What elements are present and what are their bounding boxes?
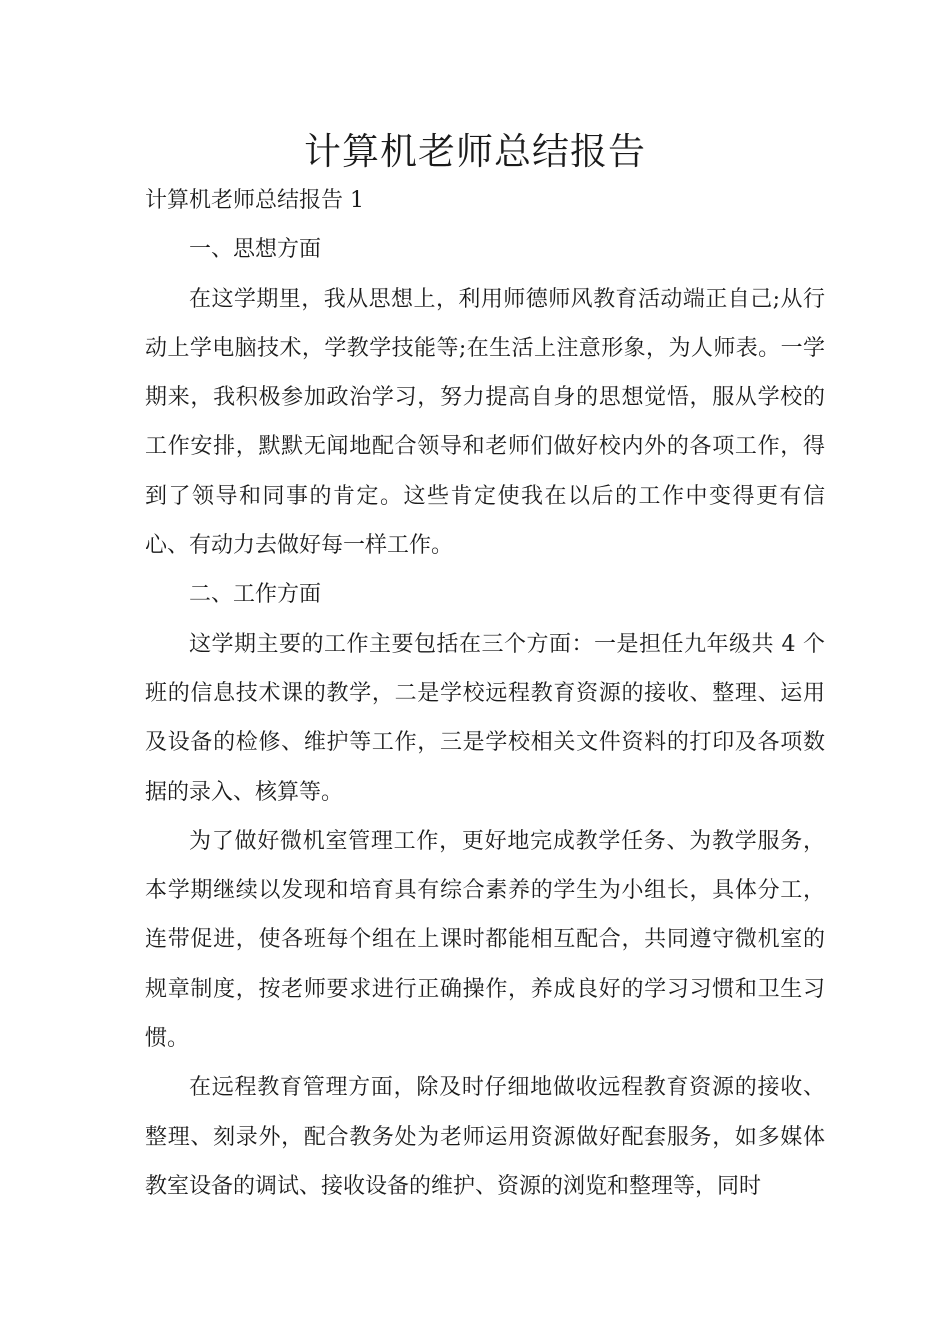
section-heading-work: 二、工作方面: [189, 582, 322, 608]
document-body: [145, 176, 825, 1211]
document-title: 计算机老师总结报告: [304, 130, 646, 173]
paragraph-thought-1: 在这学期里，我从思想上，利用师德师风教育活动端正自己;从行动上学电脑技术，学教学技能等;在生活上注意形象，为人师表。一学期来，我积极参加政治学习，努力提高自身的思想觉悟，服从学校的工作安排，默默无闻地配合领导和老师们做好校内外的各项工作，得到了领导和同事的肯定。这些肯定使我在以后的工作中变得更有信心、有动力去做好每一样工作。: [145, 286, 825, 559]
paragraph-work-2: 为了做好微机室管理工作，更好地完成教学任务、为教学服务，本学期继续以发现和培育具有综合素养的学生为小组长，具体分工，连带促进，使各班每个组在上课时都能相互配合，共同遵守微机室的规章制度，按老师要求进行正确操作，养成良好的学习习惯和卫生习惯。: [145, 828, 825, 1052]
paragraph-work-3: 在远程教育管理方面，除及时仔细地做收远程教育资源的接收、整理、刻录外，配合教务处为老师运用资源做好配套服务，如多媒体教室设备的调试、接收设备的维护、资源的浏览和整理等，同时: [145, 1075, 825, 1199]
section-heading-thought: 一、思想方面: [189, 237, 322, 263]
paragraph-work-1: 这学期主要的工作主要包括在三个方面：一是担任九年级共 4 个班的信息技术课的教学，二是学校远程教育资源的接收、整理、运用及设备的检修、维护等工作，三是学校相关文件资料的打印及各项数据的录入、核算等。: [145, 631, 825, 805]
document-subtitle: 计算机老师总结报告 1: [145, 188, 364, 213]
